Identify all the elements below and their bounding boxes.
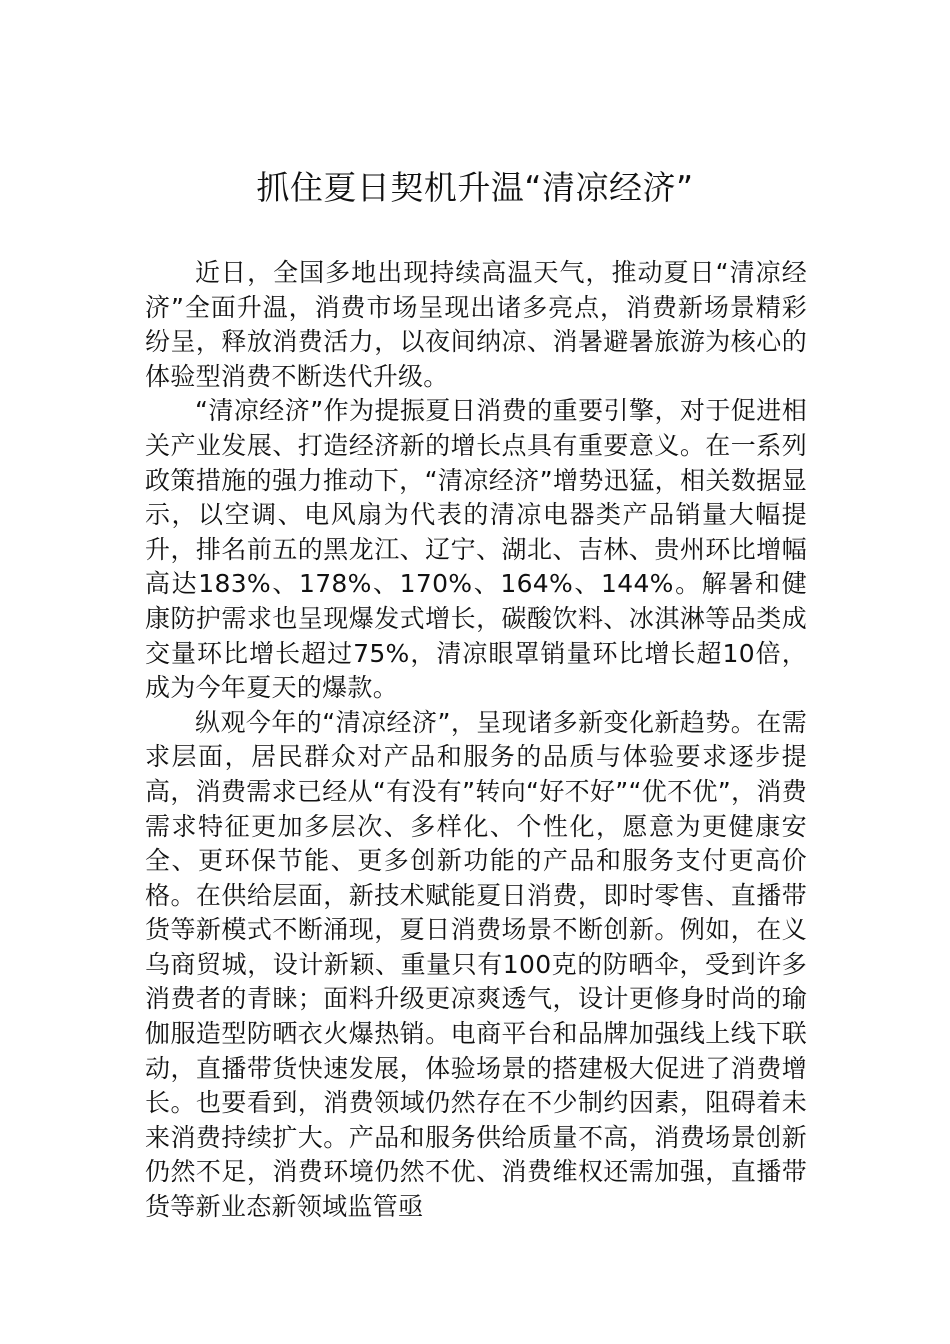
document-title: 抓住夏日契机升温“清凉经济” <box>256 168 694 207</box>
paragraph: 近日，全国多地出现持续高温天气，推动夏日“清凉经济”全面升温，消费市场呈现出诸多亮点，消费新场景精彩纷呈，释放消费活力，以夜间纳凉、消暑避暑旅游为核心的体验型消费不断迭代升级。 <box>145 258 807 391</box>
document-body <box>145 256 807 1225</box>
paragraph: 纵观今年的“清凉经济”，呈现诸多新变化新趋势。在需求层面，居民群众对产品和服务的品质与体验要求逐步提高，消费需求已经从“有没有”转向“好不好”“优不优”，消费需求特征更加多层次、多样化、个性化，愿意为更健康安全、更环保节能、更多创新功能的产品和服务支付更高价格。在供给层面，新技术赋能夏日消费，即时零售、直播带货等新模式不断涌现，夏日消费场景不断创新。例如，在义乌商贸城，设计新颖、重量只有100克的防晒伞，受到许多消费者的青睐；面料升级更凉爽透气，设计更修身时尚的瑜伽服造型防晒衣火爆热销。电商平台和品牌加强线上线下联动，直播带货快速发展，体验场景的搭建极大促进了消费增长。也要看到，消费领域仍然存在不少制约因素，阻碍着未来消费持续扩大。产品和服务供给质量不高，消费场景创新仍然不足，消费环境仍然不优、消费维权还需加强，直播带货等新业态新领域监管亟 <box>145 707 807 1222</box>
paragraph: “清凉经济”作为提振夏日消费的重要引擎，对于促进相关产业发展、打造经济新的增长点具有重要意义。在一系列政策措施的强力推动下，“清凉经济”增势迅猛，相关数据显示，以空调、电风扇为代表的清凉电器类产品销量大幅提升，排名前五的黑龙江、辽宁、湖北、吉林、贵州环比增幅高达183%、178%、170%、164%、144%。解暑和健康防护需求也呈现爆发式增长，碳酸饮料、冰淇淋等品类成交量环比增长超过75%，清凉眼罩销量环比增长超10倍，成为今年夏天的爆款。 <box>145 396 807 703</box>
